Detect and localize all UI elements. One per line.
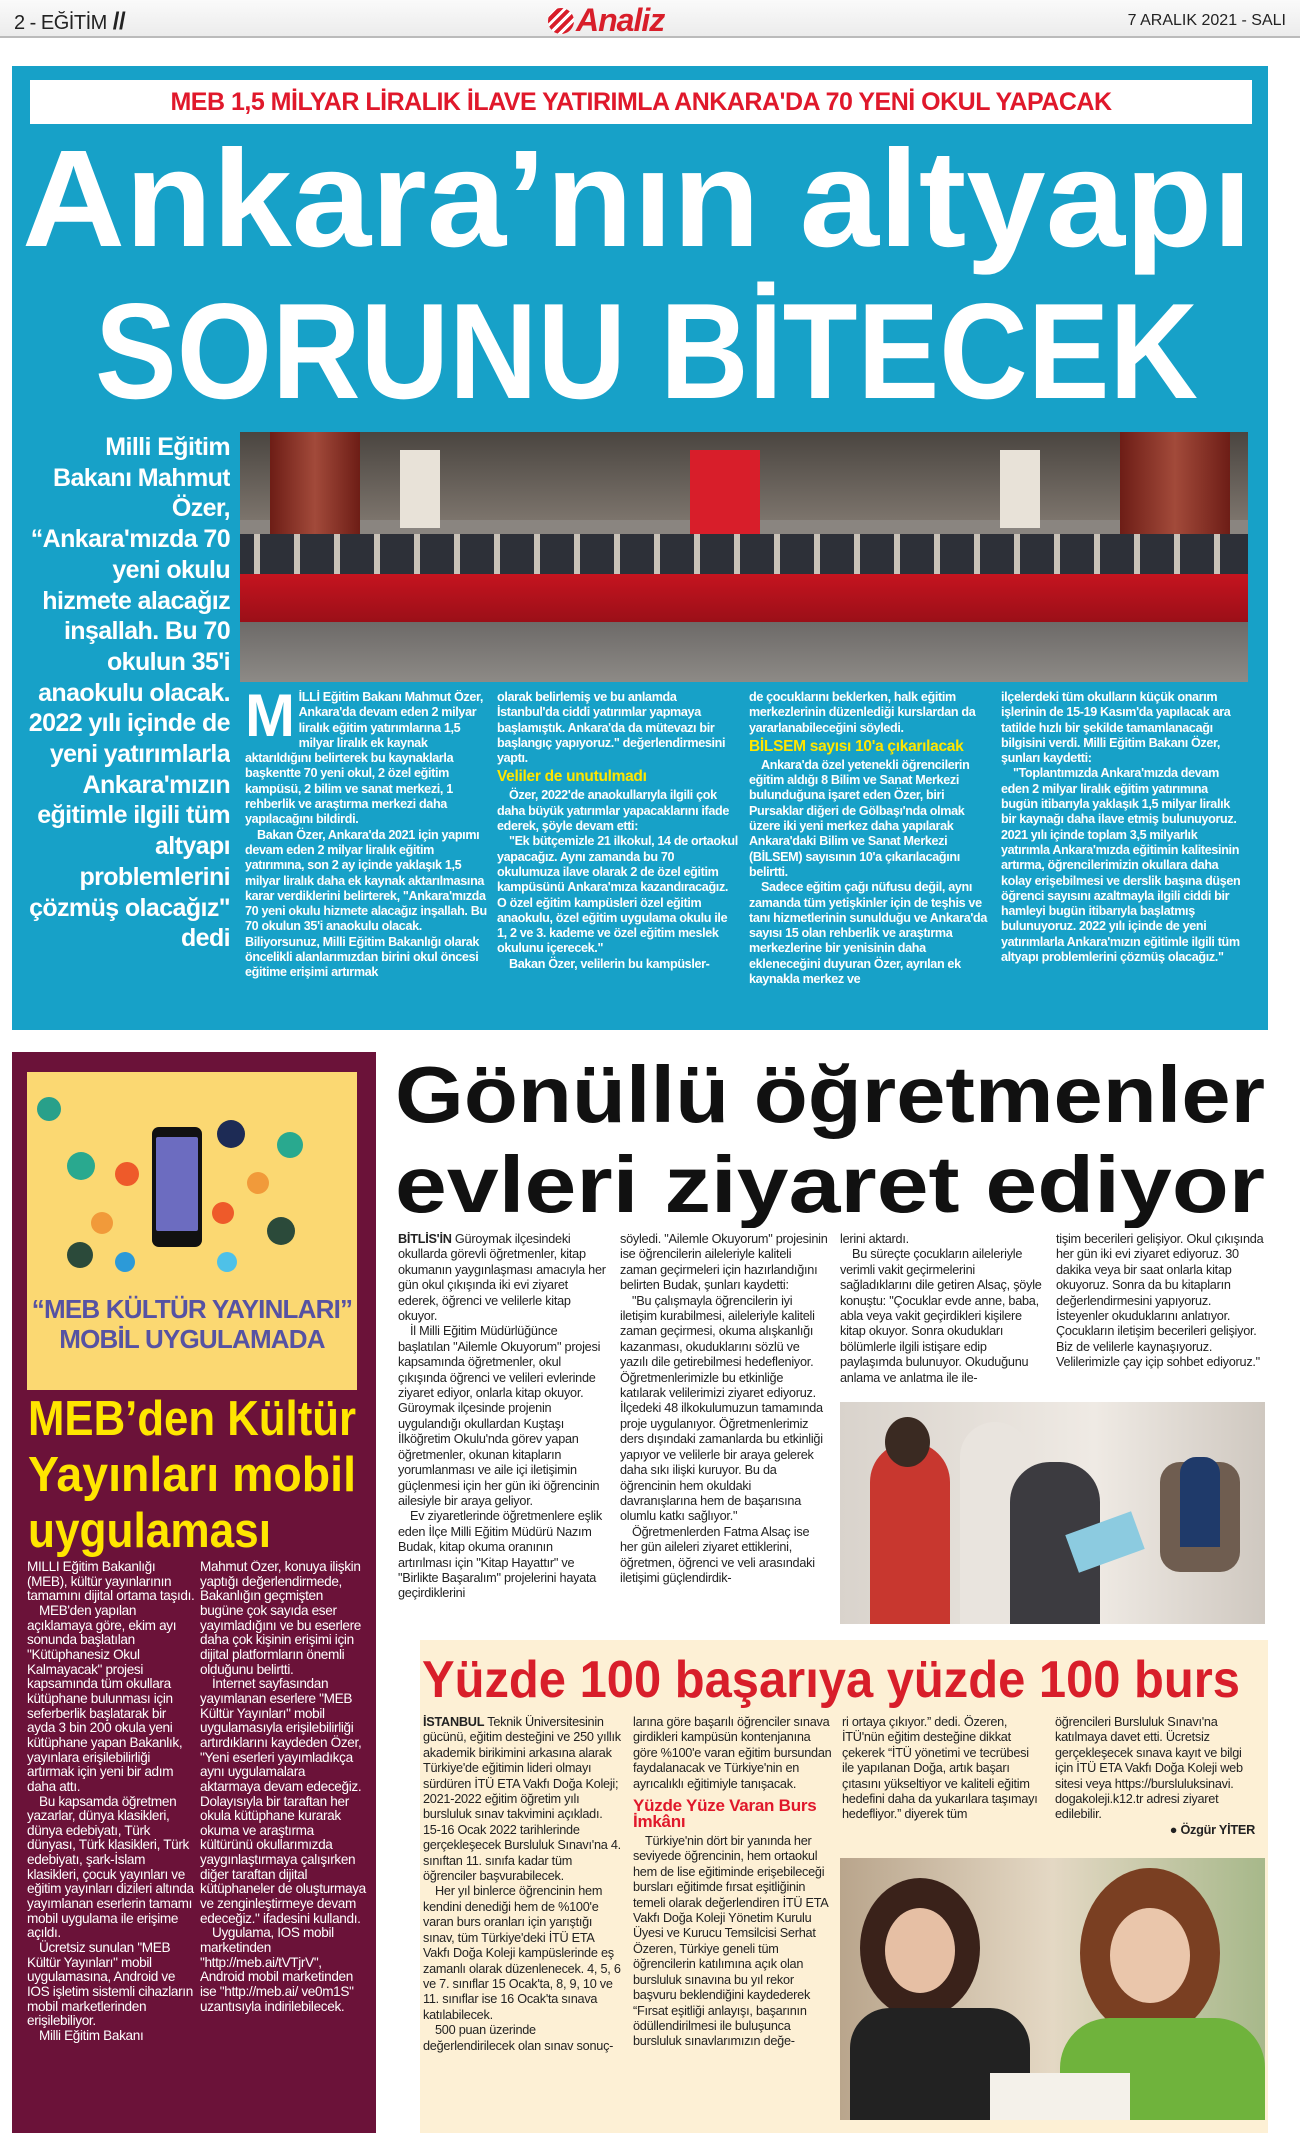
top-story-column-4 bbox=[1001, 690, 1243, 1020]
paragraph: lerini aktardı. bbox=[840, 1232, 909, 1246]
paragraph: İLLİ Eğitim Bakanı Mahmut Özer, Ankara'da devam eden 2 milyar liralık eğitim yatırımlarına 1,5 milyar liralık ek kaynak aktarıldığını belirterek bu kaynaklarla başkentte 70 yeni okul, 2 özel eğitim kampüsü, 2 bilim ve sanat merkezi, 1 rehberlik ve araştırma merkezi daha yapılacağını bildirdi. bbox=[245, 690, 484, 827]
volunteer-headline bbox=[380, 1050, 1280, 1228]
paragraph: 500 puan üzerinde değerlendirilecek olan sınav sonuç- bbox=[423, 2023, 614, 2053]
paragraph: Türkiye'nin dört bir yanında her seviyede öğrencinin, hem ortaokul hem de lise eğitiminde erişebileceği bursları eğitimde fırsat eşitliğinin temeli olarak değerlendiren İTÜ ETA Vakfı Doğa Koleji Yönetim Kurulu Üyesi ve Kurucu Temsilcisi Serhat Özeren, Türkiye geneli tüm öğrencilerin katılımına açık olan bursluluk sınavına bu yıl rekor başvuru beklendiğini kaydederek “Fırsat eşitliği anlayışı, başarının ödüllendirilmesi ile buluşunca bursluluk sınavlarımızın değe- bbox=[633, 1834, 828, 2049]
section-name: 2 - EĞİTİM bbox=[14, 12, 107, 34]
dateline: İSTANBUL bbox=[423, 1715, 485, 1729]
sidebar-headline-2: Yayınları mobil bbox=[28, 1448, 356, 1502]
paragraph: MİLLİ Eğitim Bakanlığı (MEB), kültür yayınlarının tamamını dijital ortama taşıdı. bbox=[27, 1560, 195, 1604]
paragraph: MEB'den yapılan açıklamaya göre, ekim ayı sonunda başlatılan "Kütüphanesiz Okul Kalmayacak" projesi kapsamında tüm okullara kütüphane bulunması için seferberlik başlatarak bir ayda 3 bin 200 okula yeni kütüphane yapan Bakanlık, yayınlara erişilebilirliği artırmak için yeni bir adım daha attı. bbox=[27, 1602, 183, 1794]
scholarship-column-2 bbox=[633, 1715, 833, 2127]
logo-text: Analiz bbox=[576, 2, 665, 38]
paragraph: tişim becerileri gelişiyor. Okul çıkışında her gün iki evi ziyaret ediyoruz. 30 dakika veya bir saat onlarla kitap okuyoruz. Sonra da bu kitapların değerlendirmesini yapıyoruz. İsteyenler okuduklarını anlatıyor. Çocukların iletişim becerileri gelişiyor. Biz de velilerle kaynaşıyoruz. Velilerimizle çay içip sohbet ediyoruz." bbox=[1056, 1232, 1264, 1370]
paragraph: de çocuklarını beklerken, halk eğitim merkezlerinin düzenlediği kurslardan da yararlanabileceğini söyledi. bbox=[749, 690, 976, 735]
dateline: BİTLİS'İN bbox=[398, 1232, 452, 1246]
illustration-caption-1: “MEB KÜLTÜR YAYINLARI” bbox=[31, 1294, 353, 1324]
subheading: BİLSEM sayısı 10'a çıkarılacak bbox=[749, 737, 964, 755]
scholarship-column-4 bbox=[1055, 1715, 1255, 1855]
paragraph: söyledi. "Ailemle Okuyorum" projesinin ise öğrencilerin aileleriyle kaliteli zaman geçirmeleri için hazırlandığını belirten Budak, şunları kaydetti: bbox=[620, 1232, 828, 1293]
scholarship-column-1 bbox=[423, 1715, 623, 2127]
logo-swirl-icon bbox=[548, 8, 574, 34]
issue-date: 7 ARALIK 2021 - SALI bbox=[1127, 12, 1286, 29]
paragraph: Bakan Özer, velilerin bu kampüsler- bbox=[509, 956, 710, 971]
subheading: Yüzde Yüze Varan Burs İmkânı bbox=[633, 1796, 817, 1832]
paragraph: Mahmut Özer, konuya ilişkin yaptığı değerlendirmede, Bakanlığın geçmişten bugüne çok sayıda eser yayımladığını ve bu eserlere daha çok kişinin erişimi için dijital platformların önemli olduğunu belirtti. bbox=[200, 1560, 361, 1677]
page-header bbox=[0, 0, 1300, 38]
volunteer-column-2 bbox=[620, 1232, 830, 1632]
paragraph: Ankara'da özel yetenekli öğrencilerin eğitim aldığı 8 Bilim ve Sanat Merkezi bulunduğuna işaret eden Özer, biri Pursaklar diğeri de Gölbaşı'nda olmak üzere iki yeni merkez daha yapılarak Ankara'daki Bilim ve Sanat Merkezi (BİLSEM) sayısının 10'a çıkarılacağını belirtti. bbox=[749, 757, 970, 879]
mobile-app-illustration bbox=[27, 1072, 357, 1390]
paragraph: İnternet sayfasından yayımlanan eserlere "MEB Kültür Yayınları" mobil uygulamasıyla erişilebilirliği artırdıklarını kaydeden Özer, "Yeni eserleri yayımladıkça aynı uygulamalara aktarmaya devam edeceğiz. Dolayısıyla bir taraftan her okula kütüphane kurarak okuma ve araştırma kültürünü okullarımızda yaygınlaştırmaya çalışırken diğer taraftan dijital kütüphaneler de oluşturmaya ve zenginleştirmeye devam edeceğiz." ifadesini kullandı. bbox=[200, 1676, 366, 1926]
volunteer-headline-2: evleri ziyaret ediyor bbox=[395, 1140, 1265, 1228]
scholarship-headline-text: Yüzde 100 başarıya yüzde 100 burs bbox=[422, 1651, 1240, 1709]
newspaper-logo bbox=[548, 2, 664, 39]
paragraph: "Ek bütçemizle 21 ilkokul, 14 de ortaokul yapacağız. Aynı zamanda bu 70 okulumuza ilave olarak 2 de özel eğitim kampüsünü Ankara'mıza kazandıracağız. O özel eğitim kampüsleri özel eğitim anaokulu, özel eğitim uygulama okulu ile 1, 2 ve 3. kademe ve özel eğitim meslek okulunu içerecek." bbox=[497, 834, 738, 956]
top-story-headline bbox=[0, 120, 1300, 430]
meeting-photo bbox=[240, 432, 1248, 682]
paragraph: ri ortaya çıkıyor.” dedi. Özeren, İTÜ'nün eğitim desteğine dikkat çekerek “İTÜ yönetimi ve tecrübesi ile yapılanan Doğa, artık başarı çıtasını yükseltiyor ve kaliteli eğitim hedefini daha da yukarılara taşımayı hedefliyor.” diyerek tüm bbox=[842, 1715, 1038, 1822]
paragraph: Güroymak ilçesindeki okullarda görevli öğretmenler, kitap okumanın yaygınlaşması amacıyla her gün okul çıkışında iki evi ziyaret ederek, öğrenci ve velilerle kitap okuyor. bbox=[398, 1232, 606, 1324]
paragraph: "Bu çalışmayla öğrencilerin iyi iletişim kurabilmesi, aileleriyle kaliteli zaman geçirmesi, okuma alışkanlığı kazanması, okuduklarını sözlü ve yazılı dile getirebilmesi hedefleniyor. Öğretmenlerimizle bu etkinliğe katılarak velilerimizi ziyaret ediyoruz. İlçedeki 48 ilkokulumuzun tamamında proje uygulanıyor. Öğretmenlerimiz ders dışındaki zamanlarda bu etkinliği yapıyor ve velilerle bir araya gelerek daha sıkı ilişki kuruyor. Bu da öğrencinin hem okuldaki davranışlarına hem de başarısına olumlu katkı sağlıyor." bbox=[620, 1293, 823, 1524]
paragraph: öğrencileri Bursluluk Sınavı'na katılmaya davet etti. Ücretsiz gerçekleşecek sınava kayıt ve bilgi için İTÜ ETA Vakfı Doğa Koleji web sitesi veya https://bursluluksinavi. dogakoleji.k12.tr adresi ziyaret edilebilir. bbox=[1055, 1715, 1243, 1822]
sidebar-headline-1: MEB’den Kültür bbox=[28, 1392, 356, 1446]
paragraph: Milli Eğitim Bakanı bbox=[39, 2028, 144, 2043]
volunteer-column-1 bbox=[398, 1232, 608, 1632]
sidebar-column-1 bbox=[27, 1560, 195, 2130]
scholarship-column-3 bbox=[842, 1715, 1042, 1855]
headline-line-2: SORUNU BİTECEK bbox=[95, 275, 1198, 427]
paragraph: Bakan Özer, Ankara'da 2021 için yapımı devam eden 2 milyar liralık eğitim yatırımına, son 2 ay içinde yaklaşık 1,5 milyar liralık daha ek kaynak aktarılmasına karar verdiklerini belirterek, "Ankara'mızda 70 yeni okulu hizmete alacağız inşallah. Bu 70 okulun 35'i anaokulu olacak. Biliyorsunuz, Milli Eğitim Bakanlığı olarak öncelikli alanlarımızdan birini okul öncesi eğitime erişimi artırmak bbox=[245, 827, 487, 980]
paragraph: Öğretmenlerden Fatma Alsaç ise her gün aileleri ziyaret ettiklerini, öğretmen, öğrenci ve veli arasındaki iletişimi güçlendirdik- bbox=[620, 1524, 815, 1585]
volunteer-column-3 bbox=[840, 1232, 1050, 1402]
sidebar-headline-3: uygulaması bbox=[28, 1504, 271, 1558]
illustration-caption-2: MOBİL UYGULAMADA bbox=[59, 1324, 325, 1354]
family-reading-photo bbox=[840, 1402, 1265, 1624]
paragraph: Uygulama, IOS mobil marketinden "http://meb.ai/tVTjrV", Android mobil marketinden ise "http://meb.ai/ ve0m1S" uzantısıyla indirilebilecek. bbox=[200, 1925, 354, 2014]
top-story-kicker: MEB 1,5 MİLYAR LİRALIK İLAVE YATIRIMLA ANKARA'DA 70 YENİ OKUL YAPACAK bbox=[30, 80, 1252, 124]
top-story-column-2 bbox=[497, 690, 739, 1020]
volunteer-headline-1: Gönüllü öğretmenler bbox=[395, 1050, 1265, 1139]
top-story-column-3 bbox=[749, 690, 991, 1020]
byline: ● Özgür YİTER bbox=[1169, 1822, 1255, 1837]
subheading: Veliler de unutulmadı bbox=[497, 768, 647, 786]
phone-icon bbox=[152, 1127, 202, 1247]
paragraph: Ev ziyaretlerinde öğretmenlere eşlik eden İlçe Milli Eğitim Müdürü Nazım Budak, kitap okuma oranının artırılması için "Kitap Hayattır" ve "Birlikte Başaralım" projelerini hayata geçirdiklerini bbox=[398, 1509, 602, 1601]
section-mark: // bbox=[112, 8, 126, 35]
scholarship-headline bbox=[420, 1645, 1268, 1710]
paragraph: "Toplantımızda Ankara'mızda devam eden 2 milyar liralık eğitim yatırımına bugün itibarıyla yaklaşık 1,5 milyar liralık bir kaynağı daha ilave etmiş bulunuyoruz. 2021 yılı içinde toplam 3,5 milyarlık yatırımla Ankara'mızda eğitimin kalitesinin artırma, öğrencilerimizin okullara daha kolay erişebilmesi ve derslik başına düşen öğrenci sayısını azaltmayla ilgili ciddi bir hamleyi bugün itibarıyla başlatmış bulunuyoruz. 2022 yılı içinde de yeni yatırımlarla Ankara'mızın eğitimle ilgili tüm altyapı problemlerini çözmüş olacağız." bbox=[1001, 766, 1241, 965]
paragraph: ilçelerdeki tüm okulların küçük onarım işlerinin de 15-19 Kasım'da yapılacak ara tatilde hızlı bir şekilde tamamlanacağı bilgisini verdi. Milli Eğitim Bakanı Özer, şunları kaydetti: bbox=[1001, 690, 1231, 766]
sidebar-column-2 bbox=[200, 1560, 368, 2130]
headline-line-1: Ankara’nın altyapı bbox=[22, 122, 1252, 276]
section-label bbox=[14, 8, 125, 36]
paragraph: Her yıl binlerce öğrencinin hem kendini denediği hem de %100'e varan burs oranları için yarıştığı sınav, tüm Türkiye'deki İTÜ ETA Vakfı Doğa Koleji kampüslerinde eş zamanlı olarak düzenlenecek. 4, 5, 6 ve 7. sınıflar 15 Ocak'ta, 8, 9, 10 ve 11. sınıflar ise 16 Ocak'ta sınava katılabilecek. bbox=[423, 1884, 621, 2022]
pull-quote: Milli Eğitim Bakanı Mahmut Özer, “Ankara'mızda 70 yeni okulu hizmete alacağız inşallah. Bu 70 okulun 35'i anaokulu olacak. 2022 yılı içinde de yeni yatırımlarla Ankara'mızın eğitimle ilgili tüm altyapı problemlerini çözmüş olacağız" dedi bbox=[28, 433, 230, 953]
sidebar-headline bbox=[0, 1390, 380, 1560]
paragraph: Özer, 2022'de anaokullarıyla ilgili çok daha büyük yatırımlar yapacaklarını ifade ederek, şöyle devam etti: bbox=[497, 788, 730, 834]
paragraph: olarak belirlemiş ve bu anlamda İstanbul'da ciddi yatırımlar yapmaya başlamıştık. Ankara'da da mütevazı bir başlangıç yapıyoruz." değerlendirmesini yaptı. bbox=[497, 690, 726, 766]
paragraph: İl Milli Eğitim Müdürlüğünce başlatılan "Ailemle Okuyorum" projesi kapsamında öğretmenler, okul çıkışında öğrenci ve velileri evlerinde ziyaret ediyor, onlarla kitap okuyor. Güroymak ilçesinde projenin uygulandığı okullardan Kuştaşı İlköğretim Okulu'nda görev yapan öğretmenler, okunan kitapların yorumlanması ve aile içi iletişimin güçlenmesi için her gün iki öğrencinin ailesiyle bir araya geliyor. bbox=[398, 1324, 601, 1508]
top-story-column-1 bbox=[245, 690, 487, 1020]
students-studying-photo bbox=[840, 1858, 1265, 2120]
paragraph: Ücretsiz sunulan "MEB Kültür Yayınları" mobil uygulamasına, Android ve IOS işletim sistemli cihazların mobil marketlerinden erişilebiliyor. bbox=[27, 1940, 193, 2029]
paragraph: Bu kapsamda öğretmen yazarlar, dünya klasikleri, dünya edebiyatı, Türk dünyası, Türk klasikleri, Türk edebiyatı, şark-İslam klasikleri, çocuk yayınları ve eğitim yayınları dizileri altında yayımlanan eserlerin tamamı mobil uygulama ile erişime açıldı. bbox=[27, 1793, 194, 1941]
paragraph: Teknik Üniversitesinin gücünü, eğitim desteğini ve 250 yıllık akademik birikimini arkasına alarak Türkiye'de eğitimin lideri olmayı sürdüren İTÜ ETA Vakfı Doğa Koleji; 2021-2022 eğitim öğretim yılı bursluluk sınav takvimini açıkladı. 15-16 Ocak 2022 tarihlerinde gerçekleşecek Bursluluk Sınavı'na 4. sınıftan 11. sınıfa kadar tüm öğrenciler başvurabilecek. bbox=[423, 1715, 621, 1884]
paragraph: larına göre başarılı öğrenciler sınava girdikleri kampüsün kontenjanına göre %100'e varan eğitim bursundan faydalanacak ve Türkiye'nin en ayrıcalıklı eğitimiyle tanışacak. bbox=[633, 1715, 832, 1791]
volunteer-column-4 bbox=[1056, 1232, 1266, 1402]
drop-cap: M bbox=[245, 690, 295, 749]
paragraph: Bu süreçte çocukların aileleriyle verimli vakit geçirmelerini sağladıklarını dile getiren Alsaç, şöyle konuştu: "Çocuklar evde anne, baba, abla veya vakit geçirdikleri kişilere kitap okuyor. Sonra okudukları bölümlerle ilgili istişare edip paylaşımda bulunuyor. Okuduğunu anlama ve anlatma ile ile- bbox=[840, 1247, 1042, 1385]
paragraph: Sadece eğitim çağı nüfusu değil, aynı zamanda tüm yetişkinler için de teşhis ve tanı hizmetlerinin sunulduğu ve Ankara'da sayısı 15 olan rehberlik ve araştırma merkezlerine bir yenisinin daha ekleneceğini duyuran Özer, ayrılan ek kaynakla merkez ve bbox=[749, 880, 987, 987]
